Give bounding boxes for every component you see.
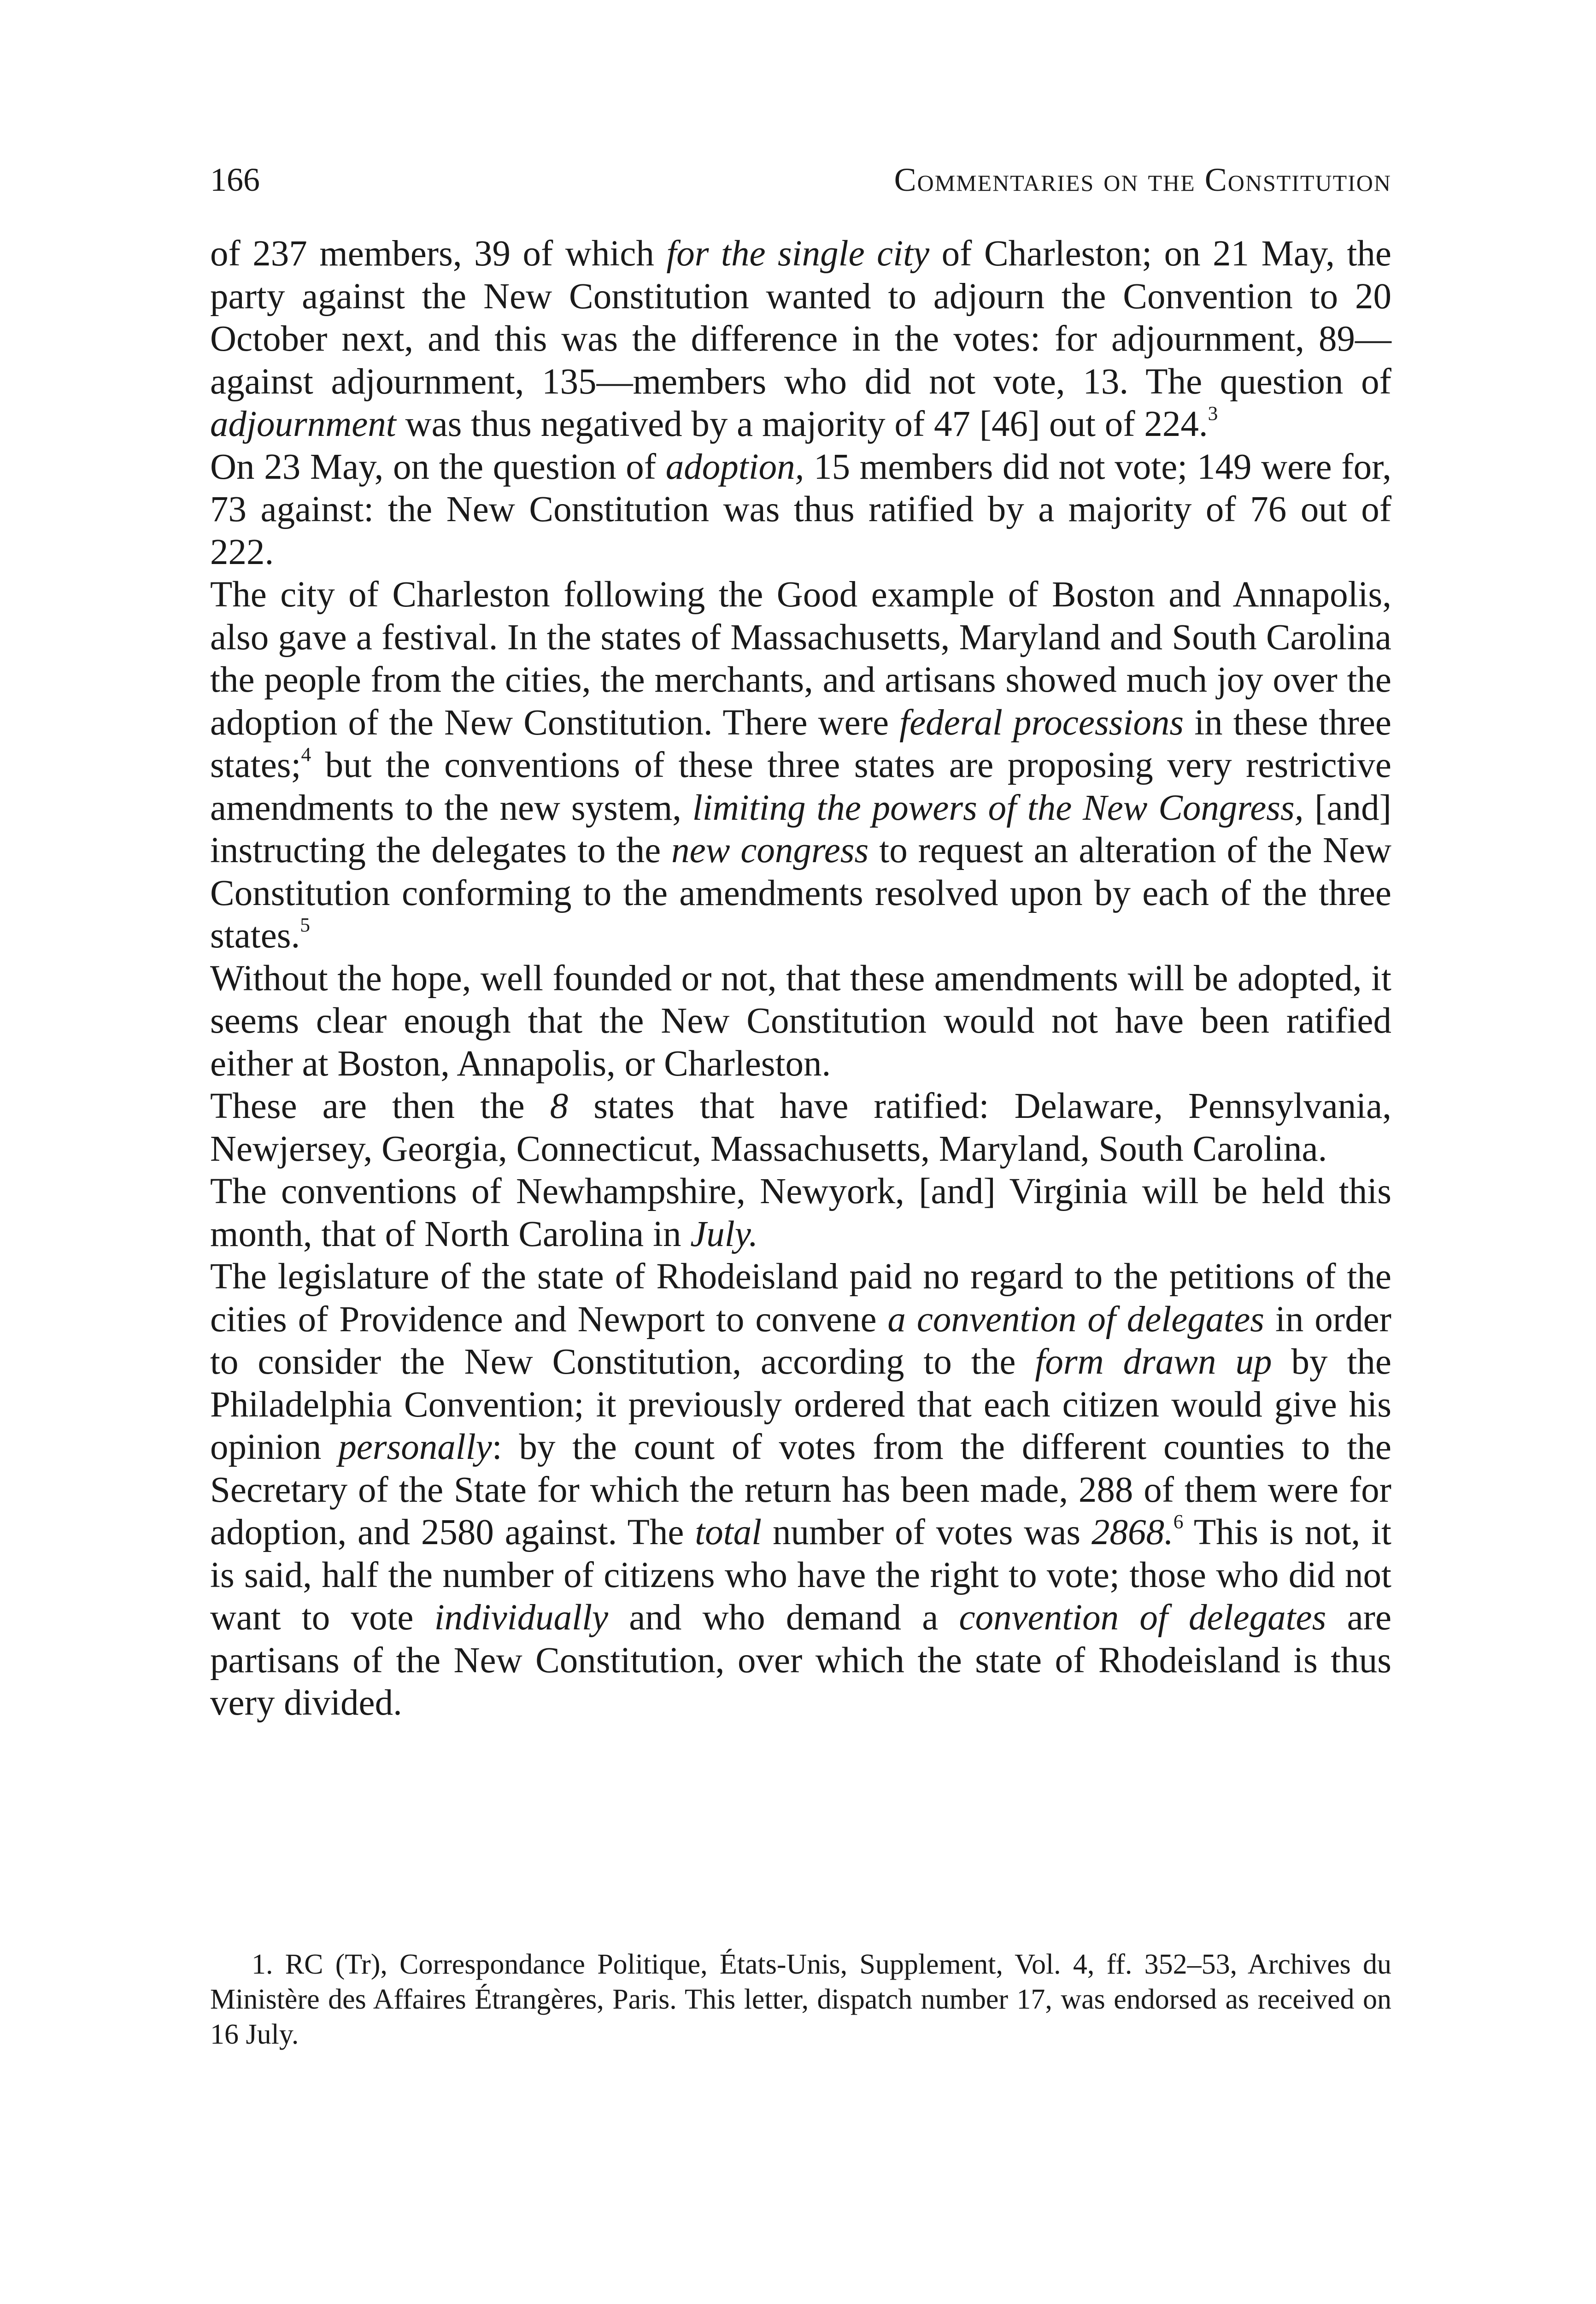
page-number: 166 xyxy=(210,161,260,198)
running-head: Commentaries on the Constitution xyxy=(894,161,1391,198)
paragraph xyxy=(210,233,1391,446)
italic-text: personally xyxy=(338,1427,492,1467)
footnote-ref: 3 xyxy=(1208,402,1218,425)
text-run: in order to consider the New Constitution, according to the xyxy=(210,1299,1391,1382)
italic-text: federal processions xyxy=(899,702,1184,743)
footnote xyxy=(210,1947,1391,2052)
text-run: was thus negatived by a majority of 47 [46] out of 224. xyxy=(396,404,1208,444)
paragraph xyxy=(210,446,1391,574)
italic-text: adjournment xyxy=(210,404,396,444)
text-run: The legislature of the state of Rhodeisland paid no regard to the petitions of the cities of Providence and Newport to convene xyxy=(210,1257,1391,1340)
text-run: On 23 May, on the question of xyxy=(210,447,666,487)
italic-text: 8 xyxy=(550,1086,569,1126)
text-run: The conventions of Newhampshire, Newyork, [and] Virginia will be held this month, that of North Carolina in xyxy=(210,1171,1391,1254)
italic-text: convention of delegates xyxy=(959,1598,1326,1638)
italic-text: total xyxy=(695,1512,762,1552)
body-text xyxy=(210,233,1391,1725)
text-run: in these three states; xyxy=(210,702,1391,785)
text-run: This is not, it is said, half the number of citizens who have the right to vote; those who did not want to vote xyxy=(210,1512,1392,1638)
text-run: 1. RC (Tr), Correspondance Politique, États-Unis, Supplement, Vol. 4, ff. 352–53, Archives du Ministère des Affaires Étrangères, Paris. This letter, dispatch number 17, was endorsed as received on 16 July. xyxy=(210,1949,1391,2050)
footnotes xyxy=(210,1947,1391,2052)
paragraph xyxy=(210,574,1391,958)
paragraph xyxy=(210,1256,1391,1725)
italic-text: a convention of delegates xyxy=(887,1299,1265,1340)
text-run: Without the hope, well founded or not, that these amendments will be adopted, it seems clear enough that the New Constitution would not have been ratified either at Boston, Annapolis, or Charleston. xyxy=(210,958,1391,1084)
text-run: The city of Charleston following the Good example of Boston and Annapolis, also gave a festival. In the states of Massachusetts, Maryland and South Carolina the people from the cities, the merchants, and artisans showed much joy over the adoption of the New Constitution. There were xyxy=(210,575,1391,743)
text-run: but the conventions of these three states are proposing very restrictive amendments to the new system, xyxy=(210,745,1391,828)
footnote-ref: 6 xyxy=(1173,1511,1184,1533)
text-run: [and] instructing the delegates to the xyxy=(210,788,1391,870)
text-run: of Charleston; on 21 May, the party against the New Constitution wanted to adjourn the Convention to 20 October next, and this was the difference in the votes: for adjournment, 89—against adjournment, 135—members who did not vote, 13. The question of xyxy=(210,234,1391,402)
italic-text: form drawn up xyxy=(1035,1342,1272,1382)
text-run: and who demand a xyxy=(608,1598,959,1638)
italic-text: 2868. xyxy=(1091,1512,1174,1552)
paragraph xyxy=(210,1085,1391,1170)
italic-text: adoption, xyxy=(665,447,804,487)
text-run: to request an alteration of the New Constitution conforming to the amendments resolved upon by each of the three states. xyxy=(210,830,1392,956)
text-run: number of votes was xyxy=(762,1512,1091,1552)
text-run: states that have ratified: Delaware, Pennsylvania, Newjersey, Georgia, Connecticut, Massachusetts, Maryland, South Carolina. xyxy=(210,1086,1391,1169)
italic-text: new congress xyxy=(671,830,869,870)
italic-text: individually xyxy=(434,1598,609,1638)
text-run: by the Philadelphia Convention; it previously ordered that each citizen would give his opinion xyxy=(210,1342,1391,1467)
text-run: are partisans of the New Constitution, over which the state of Rhodeisland is thus very divided. xyxy=(210,1598,1392,1723)
italic-text: limiting the powers of the New Congress, xyxy=(692,788,1304,828)
footnote-ref: 5 xyxy=(300,914,310,936)
footnote-ref: 4 xyxy=(301,743,311,766)
text-run: 15 members did not vote; 149 were for, 73 against: the New Constitution was thus ratified by a majority of 76 out of 222. xyxy=(210,447,1391,572)
italic-text: for the single city xyxy=(666,234,930,274)
paragraph xyxy=(210,1170,1391,1256)
text-run: of 237 members, 39 of which xyxy=(210,234,667,274)
page-header xyxy=(210,159,1391,210)
italic-text: July. xyxy=(690,1214,758,1254)
paragraph xyxy=(210,958,1391,1086)
text-run: These are then the xyxy=(210,1086,550,1126)
text-run: : by the count of votes from the different counties to the Secretary of the State for which the return has been made, 288 of them were for adoption, and 2580 against. The xyxy=(210,1427,1391,1552)
